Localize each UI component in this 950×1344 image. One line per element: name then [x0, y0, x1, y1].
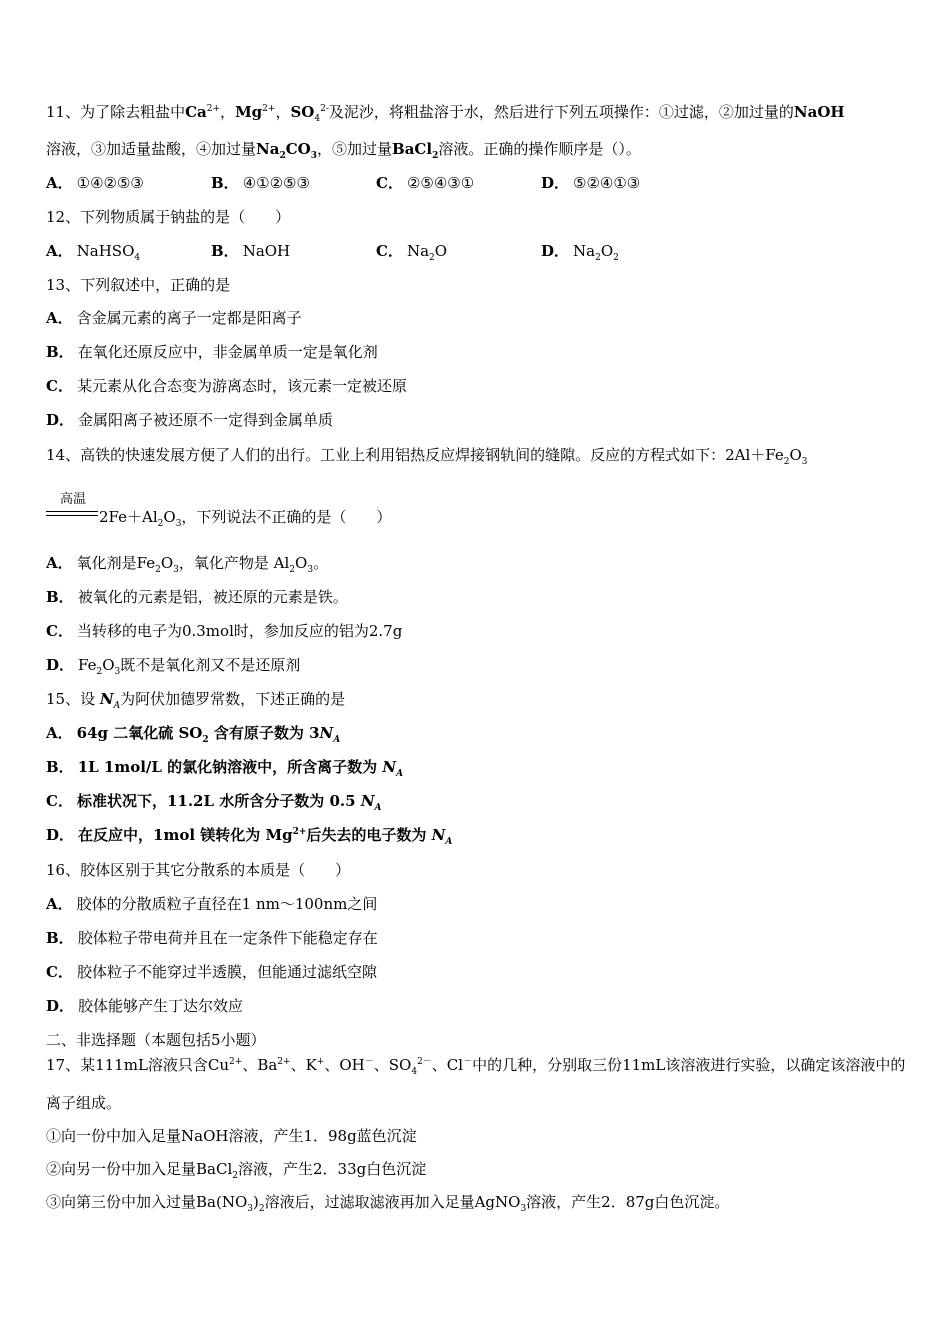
q17-text: 、SO — [373, 1056, 412, 1074]
choice-text: Na — [573, 242, 596, 260]
comma: ， — [220, 103, 236, 121]
choice-label: B． — [211, 174, 239, 192]
choice-label: D． — [46, 826, 75, 844]
q14-option-d[interactable] — [46, 655, 916, 675]
q17-step3 — [46, 1192, 916, 1212]
formula-sub: 2 — [155, 565, 161, 573]
q17-text: ) — [252, 1193, 259, 1211]
choice-text: 含有原子数为 3 — [208, 724, 320, 742]
q11-choice-b[interactable] — [211, 173, 310, 193]
sulfate-ion: SO — [290, 103, 315, 121]
formula-sub: 3 — [801, 457, 808, 465]
choice-label: C． — [46, 792, 73, 810]
q17-text: ②向另一份中加入足量BaCl — [46, 1160, 233, 1178]
avogadro-sub: A — [396, 769, 404, 777]
ca-ion: Ca — [185, 103, 207, 121]
q17-text: 溶液，产生2．87g白色沉淀。 — [526, 1193, 730, 1211]
formula-sub: 2 — [258, 1204, 265, 1212]
formula-sub: 2 — [289, 565, 296, 573]
mg-charge: 2+ — [292, 827, 307, 837]
choice-text: 胶体的分散质粒子直径在1 nm～100nm之间 — [76, 895, 378, 913]
reaction-equals-bar — [46, 515, 98, 516]
q15-stem — [46, 689, 916, 709]
choice-text: 金属阳离子被还原不一定得到金属单质 — [78, 411, 334, 429]
choice-text: 被氧化的元素是铝，被还原的元素是铁。 — [77, 588, 348, 606]
q17-text: 、Ba — [242, 1056, 278, 1074]
formula-sub: 2 — [96, 667, 103, 675]
formula-sub: 3 — [114, 667, 121, 675]
choice-text: 胶体粒子带电荷并且在一定条件下能稳定存在 — [77, 929, 378, 947]
comma: ， — [275, 103, 291, 121]
choice-label: A． — [46, 242, 73, 260]
formula-sub: 2 — [783, 457, 790, 465]
ion-charge: 2+ — [229, 1057, 243, 1067]
avogadro-symbol: N — [431, 826, 446, 844]
reaction-equals-bar — [46, 511, 98, 512]
choice-text: NaOH — [242, 242, 291, 260]
choice-text: 当转移的电子为0.3mol时，参加反应的铝为2.7g — [76, 622, 403, 640]
q14-option-a[interactable] — [46, 553, 916, 573]
q11-choices — [46, 173, 916, 193]
choice-text: 既不是氧化剂又不是还原剂 — [120, 656, 301, 674]
q15-text: 为阿伏加德罗常数，下述正确的是 — [120, 690, 346, 708]
q16-stem: 16、胶体区别于其它分散系的本质是（ ） — [46, 861, 351, 879]
q14-text: O — [789, 446, 802, 464]
choice-label: B． — [46, 588, 74, 606]
q14-option-b[interactable] — [46, 587, 916, 607]
q11-choice-c[interactable] — [376, 173, 474, 193]
avogadro-sub: A — [374, 803, 382, 811]
q16-option-a[interactable] — [46, 894, 916, 914]
formula-sub: 3 — [175, 519, 182, 529]
q12-choice-d[interactable] — [541, 241, 619, 261]
choice-text: 胶体粒子不能穿过半透膜，但能通过滤纸空隙 — [76, 963, 377, 981]
choice-text: 64g 二氧化硫 SO — [76, 724, 203, 742]
q13-stem: 13、下列叙述中，正确的是 — [46, 276, 231, 294]
q12-choices — [46, 241, 916, 261]
choice-text: O — [160, 554, 174, 572]
choice-text: O — [434, 242, 448, 260]
avogadro-symbol: N — [382, 758, 397, 776]
mg-charge: 2+ — [262, 104, 276, 114]
choice-text: NaHSO — [76, 242, 135, 260]
avogadro-symbol: N — [99, 690, 114, 708]
formula-sub: 2 — [202, 735, 209, 743]
q16-option-c[interactable] — [46, 962, 916, 982]
avogadro-symbol: N — [360, 792, 375, 810]
choice-label: D． — [46, 656, 75, 674]
choice-text: 标准状况下，11.2L 水所含分子数为 0.5 — [76, 792, 361, 810]
choice-text: 胶体能够产生丁达尔效应 — [78, 997, 244, 1015]
choice-label: C． — [376, 174, 403, 192]
ion-charge: 2+ — [277, 1057, 291, 1067]
avogadro-symbol: N — [319, 724, 334, 742]
q17-step2 — [46, 1159, 916, 1179]
sulfate-charge: 2- — [320, 104, 329, 114]
ion-charge: 2－ — [417, 1057, 432, 1067]
q14-stem — [46, 445, 916, 465]
q13-option-a[interactable] — [46, 308, 916, 328]
choice-text: ②⑤④③① — [406, 174, 475, 192]
q12-choice-b[interactable] — [211, 241, 290, 261]
q11-line2 — [46, 139, 916, 159]
q11-line1 — [46, 102, 916, 122]
avogadro-sub: A — [445, 837, 453, 845]
naoh-formula: NaOH — [793, 103, 845, 121]
formula-sub: 3 — [247, 1204, 253, 1212]
choice-text: 。 — [313, 554, 329, 572]
q13-option-c[interactable] — [46, 376, 916, 396]
q17-line2: 离子组成。 — [46, 1094, 122, 1112]
q11-text: ，⑤加过量 — [317, 140, 393, 158]
choice-text: 后失去的电子数为 — [306, 826, 432, 844]
q15-option-b[interactable] — [46, 757, 916, 777]
q17-step1: ①向一份中加入足量NaOH溶液，产生1．98g蓝色沉淀 — [46, 1127, 417, 1145]
na2co3-sub: 2 — [279, 151, 286, 159]
formula-sub: 2 — [232, 1171, 238, 1179]
rxn-text: O — [163, 508, 176, 526]
choice-label: A． — [46, 174, 73, 192]
avogadro-sub: A — [333, 735, 341, 743]
ion-charge: － — [364, 1057, 374, 1067]
choice-label: D． — [541, 242, 570, 260]
rxn-text: ，下列说法不正确的是（ ） — [181, 508, 392, 526]
bacl2-sub: 2 — [432, 151, 439, 159]
mg-ion: Mg — [235, 103, 263, 121]
choice-sub: 2 — [595, 253, 601, 263]
choice-label: C． — [46, 963, 73, 981]
choice-label: A． — [46, 895, 73, 913]
choice-label: D． — [541, 174, 570, 192]
q17-text: 中的几种，分别取三份11mL该溶液进行实验，以确定该溶液中的 — [472, 1056, 906, 1074]
q12-choice-a[interactable] — [46, 241, 140, 261]
sulfate-sub: 4 — [314, 114, 321, 122]
ion-charge: － — [463, 1057, 473, 1067]
q17-text: 溶液后，过滤取滤液再加入足量AgNO — [264, 1193, 521, 1211]
bacl2-formula: BaCl — [392, 140, 433, 158]
choice-label: C． — [46, 622, 73, 640]
formula-sub: 4 — [411, 1067, 418, 1075]
q12-stem: 12、下列物质属于钠盐的是（ ） — [46, 208, 291, 226]
choice-label: A． — [46, 724, 73, 742]
section-title: 二、非选择题（本题包括5小题） — [46, 1031, 266, 1049]
q11-text: 溶液。正确的操作顺序是（）。 — [438, 140, 641, 158]
choice-label: C． — [376, 242, 403, 260]
reaction-condition: 高温 — [60, 492, 87, 507]
choice-text: 在氧化还原反应中，非金属单质一定是氧化剂 — [77, 343, 378, 361]
q15-option-a[interactable] — [46, 723, 916, 743]
q17-text: 、Cl — [431, 1056, 464, 1074]
choice-label: B． — [211, 242, 239, 260]
q14-option-c[interactable] — [46, 621, 916, 641]
q13-option-d[interactable] — [46, 410, 916, 430]
choice-text: O — [600, 242, 614, 260]
choice-label: A． — [46, 309, 73, 327]
q17-text: 17、某111mL溶液只含Cu — [46, 1056, 230, 1074]
choice-label: D． — [46, 411, 75, 429]
choice-sub: 2 — [429, 253, 435, 263]
ca-charge: 2+ — [206, 104, 221, 114]
q17-line1 — [46, 1055, 916, 1075]
q11-text: 溶液，③加适量盐酸，④加过量 — [46, 140, 257, 158]
q17-text: 溶液，产生2．33g白色沉淀 — [237, 1160, 427, 1178]
q12-choice-c[interactable] — [376, 241, 447, 261]
ion-charge: + — [316, 1057, 325, 1067]
na2co3-sub: 3 — [310, 151, 317, 159]
q11-choice-a[interactable] — [46, 173, 144, 193]
choice-text: ①④②⑤③ — [76, 174, 144, 192]
q13-option-b[interactable] — [46, 342, 916, 362]
choice-text: O — [295, 554, 308, 572]
avogadro-sub: A — [113, 701, 121, 709]
reaction-products — [99, 507, 391, 527]
choice-label: A． — [46, 554, 73, 572]
choice-text: ④①②⑤③ — [242, 174, 310, 192]
q15-option-c[interactable] — [46, 791, 916, 811]
choice-text: O — [102, 656, 115, 674]
q11-text: 11、为了除去粗盐中 — [46, 103, 186, 121]
choice-text: 含金属元素的离子一定都是阳离子 — [76, 309, 302, 327]
na2co3-formula: Na — [256, 140, 280, 158]
formula-sub: 2 — [157, 519, 164, 529]
formula-sub: 3 — [520, 1204, 527, 1212]
formula-sub: 3 — [173, 565, 179, 573]
choice-text: Na — [406, 242, 430, 260]
q17-text: ③向第三份中加入过量Ba(NO — [46, 1193, 248, 1211]
q16-option-d[interactable] — [46, 996, 916, 1016]
choice-text: ，氧化产物是 Al — [178, 554, 290, 572]
choice-sub: 4 — [134, 253, 141, 263]
formula-sub: 3 — [307, 565, 314, 573]
choice-label: C． — [46, 377, 73, 395]
q17-text: 、K — [290, 1056, 317, 1074]
choice-label: D． — [46, 997, 75, 1015]
choice-label: B． — [46, 929, 74, 947]
rxn-text: 2Fe＋Al — [99, 508, 158, 526]
na2co3-formula: CO — [285, 140, 311, 158]
q14-text: 14、高铁的快速发展方便了人们的出行。工业上利用铝热反应焊接钢轨间的缝隙。反应的方程式如下：2Al＋Fe — [46, 446, 784, 464]
q11-choice-d[interactable] — [541, 173, 640, 193]
choice-text: 某元素从化合态变为游离态时，该元素一定被还原 — [76, 377, 407, 395]
choice-sub: 2 — [613, 253, 619, 263]
choice-text: Fe — [78, 656, 97, 674]
q11-text: 及泥沙，将粗盐溶于水，然后进行下列五项操作：①过滤，②加过量的 — [328, 103, 794, 121]
choice-text: 1L 1mol/L 的氯化钠溶液中，所含离子数为 — [77, 758, 383, 776]
choice-text: ⑤②④①③ — [573, 174, 641, 192]
choice-text: 氧化剂是Fe — [76, 554, 156, 572]
q16-option-b[interactable] — [46, 928, 916, 948]
choice-label: B． — [46, 343, 74, 361]
q17-text: 、OH — [324, 1056, 365, 1074]
choice-text: 在反应中，1mol 镁转化为 Mg — [78, 826, 293, 844]
q15-text: 15、设 — [46, 690, 100, 708]
choice-label: B． — [46, 758, 74, 776]
q15-option-d[interactable] — [46, 825, 916, 845]
